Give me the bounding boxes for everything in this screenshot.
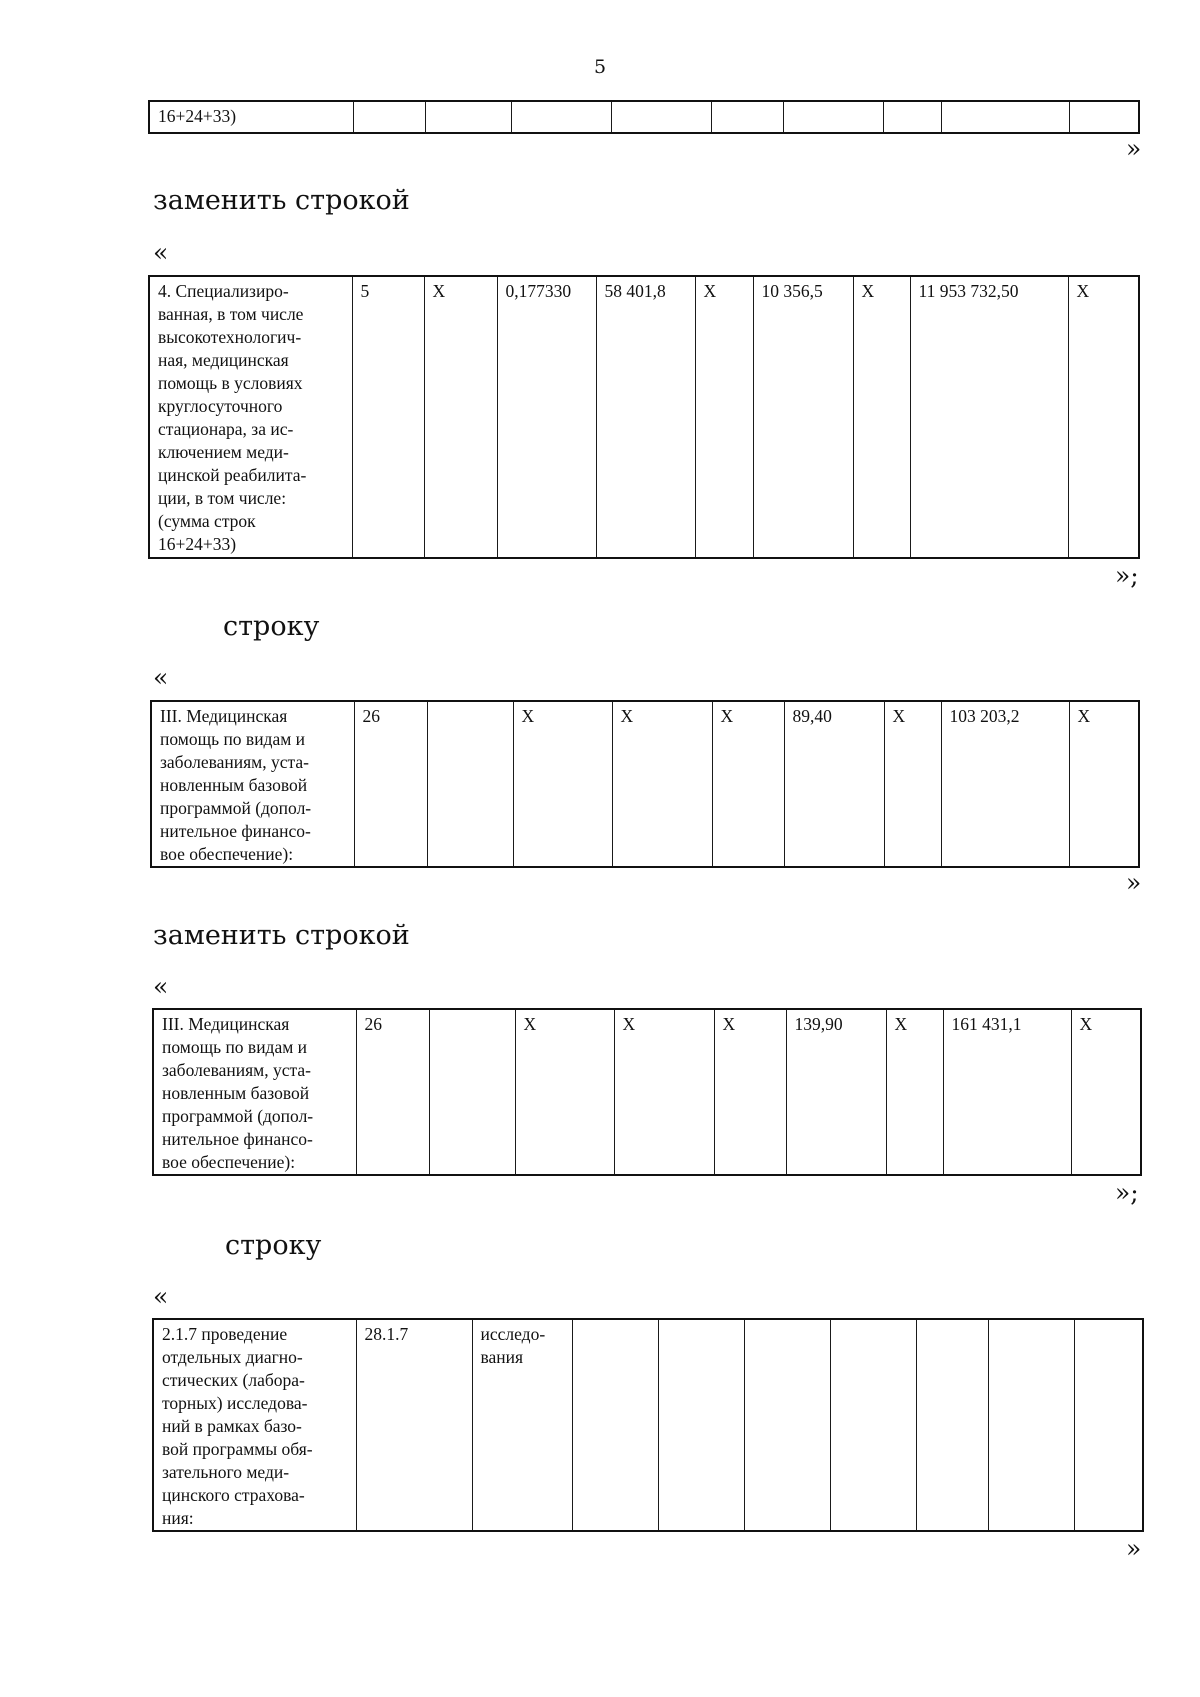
table-cell — [353, 101, 425, 133]
table-cell: X — [886, 1009, 943, 1175]
opening-quote: « — [153, 238, 169, 267]
table-cell — [711, 101, 783, 133]
table-cell — [1074, 1319, 1143, 1531]
table-row-fragment — [148, 100, 1140, 134]
table-cell: X — [614, 1009, 714, 1175]
table-cell-name: III. Медицинская помощь по видам и заболеваниям, уста- новленным базовой программой (допол- нительное финансо- вое обеспечение): — [151, 701, 354, 867]
table-cell: X — [695, 276, 753, 558]
table-cell: X — [714, 1009, 786, 1175]
table-cell-name: 2.1.7 проведение отдельных диагно- стических (лабора- торных) исследова- ний в рамках базо- вой программы обя- зательного меди- цинского страхова- ния: — [153, 1319, 356, 1531]
table-cell — [830, 1319, 916, 1531]
table-cell: 26 — [354, 701, 427, 867]
table-cell: 11 953 732,50 — [910, 276, 1068, 558]
table-cell: X — [884, 701, 941, 867]
table-cell — [511, 101, 611, 133]
table-cell: X — [424, 276, 497, 558]
table-cell — [988, 1319, 1074, 1531]
table-cell: 28.1.7 — [356, 1319, 472, 1531]
table-cell: X — [853, 276, 910, 558]
table-row-basic-program — [150, 700, 1140, 868]
table-cell: 58 401,8 — [596, 276, 695, 558]
table-cell: 161 431,1 — [943, 1009, 1071, 1175]
page-number: 5 — [593, 56, 607, 78]
table-cell — [783, 101, 883, 133]
table-cell: исследо- вания — [472, 1319, 572, 1531]
opening-quote: « — [153, 663, 169, 692]
table-cell — [425, 101, 511, 133]
table-cell — [427, 701, 513, 867]
row-word: строку — [225, 1230, 322, 1261]
table-cell: 10 356,5 — [753, 276, 853, 558]
table-cell — [941, 101, 1069, 133]
row-word: строку — [223, 611, 320, 642]
table-cell: X — [1071, 1009, 1141, 1175]
table-cell: X — [612, 701, 712, 867]
replace-instruction: заменить строкой — [153, 920, 410, 951]
closing-quote: » — [1126, 868, 1142, 897]
table-row-lab-tests — [152, 1318, 1144, 1532]
table-cell: 89,40 — [784, 701, 884, 867]
table-cell: X — [712, 701, 784, 867]
replace-instruction: заменить строкой — [153, 185, 410, 216]
table-cell — [883, 101, 941, 133]
table-cell-name: III. Медицинская помощь по видам и заболеваниям, уста- новленным базовой программой (допол- нительное финансо- вое обеспечение): — [153, 1009, 356, 1175]
opening-quote: « — [153, 1282, 169, 1311]
table-cell-name: 4. Специализиро- ванная, в том числе высокотехнологич- ная, медицинская помощь в условиях круглосуточного стационара, за ис- ключением меди- цинской реабилита- ции, в том числе: (сумма строк 16+24+33) — [149, 276, 352, 558]
table-cell: X — [513, 701, 612, 867]
table-row-specialized-care — [148, 275, 1140, 559]
table-row-basic-program-new — [152, 1008, 1142, 1176]
table-cell: 139,90 — [786, 1009, 886, 1175]
table-cell — [658, 1319, 744, 1531]
table-cell: X — [1069, 701, 1139, 867]
table-cell — [429, 1009, 515, 1175]
table-cell — [611, 101, 711, 133]
table-cell: 5 — [352, 276, 424, 558]
table-cell: 26 — [356, 1009, 429, 1175]
closing-quote-semicolon: »; — [1115, 1178, 1139, 1207]
table-cell: 103 203,2 — [941, 701, 1069, 867]
closing-quote: » — [1126, 1534, 1142, 1563]
closing-quote-semicolon: »; — [1115, 561, 1139, 590]
table-cell — [916, 1319, 988, 1531]
table-cell: X — [1068, 276, 1139, 558]
table-cell: 16+24+33) — [149, 101, 353, 133]
opening-quote: « — [153, 972, 169, 1001]
table-cell — [744, 1319, 830, 1531]
table-cell: 0,177330 — [497, 276, 596, 558]
table-cell — [1069, 101, 1139, 133]
closing-quote: » — [1126, 134, 1142, 163]
table-cell — [572, 1319, 658, 1531]
table-cell: X — [515, 1009, 614, 1175]
